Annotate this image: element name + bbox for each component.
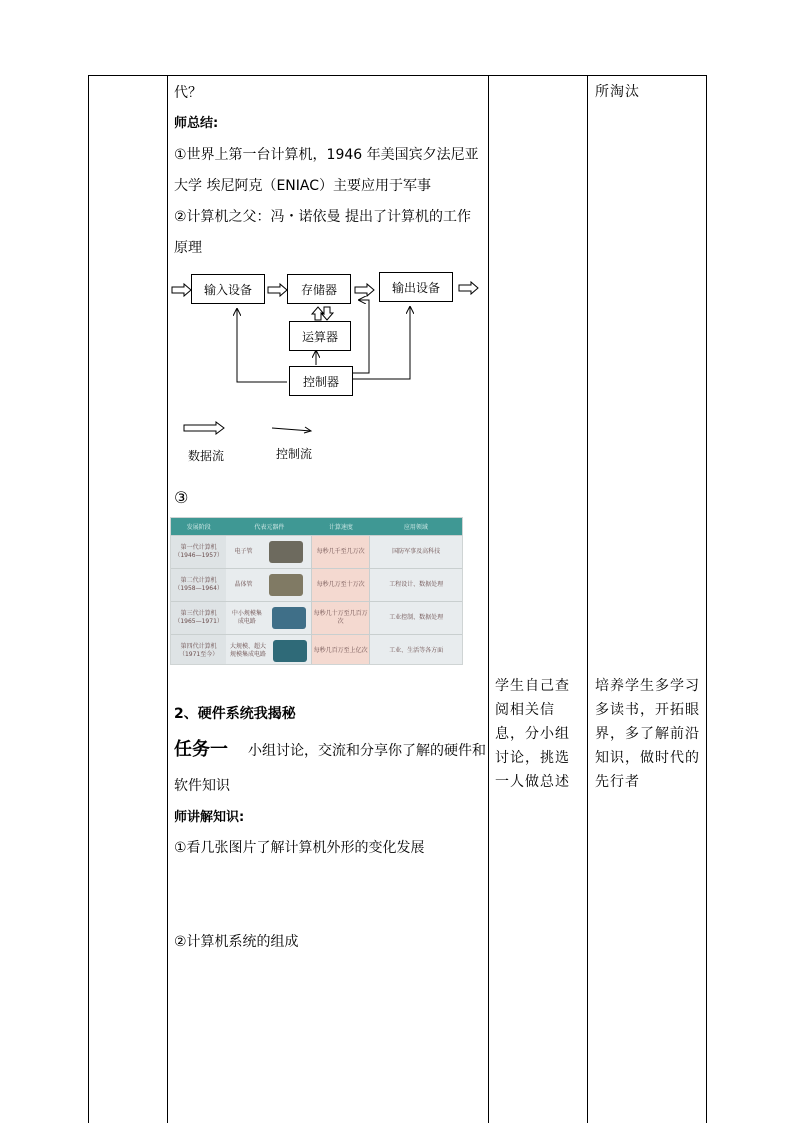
stage-name: 第二代计算机 (180, 577, 217, 584)
header-cell: 计算速度 (328, 524, 353, 531)
table-top-border (88, 75, 707, 76)
generation-row (171, 601, 462, 634)
stage-years: （1958—1964） (174, 585, 223, 592)
data-flow-arrow (355, 284, 374, 296)
generations-table-header (171, 518, 462, 535)
control-flow-line (237, 309, 287, 382)
task-1-label: 任务一 (174, 739, 228, 760)
student-activity-text: 学生自己查阅相关信息，分小组讨论，挑选一人做总述 (495, 678, 570, 790)
field-cell: 国防军事及高科技 (392, 548, 441, 555)
point-2-line-a: ②计算机之父：冯・诺依曼 提出了计算机的工作 (174, 209, 471, 225)
legend-data-flow-label: 数据流 (188, 449, 225, 463)
stage-cell (171, 569, 226, 601)
data-flow-arrow (268, 284, 287, 296)
stage-name: 第一代计算机 (180, 544, 217, 551)
point-1-line-b: 大学 埃尼阿克（ENIAC）主要应用于军事 (174, 178, 432, 194)
speed-cell: 每秒几百万至上亿次 (311, 635, 370, 665)
field-cell: 工程设计、数据处理 (389, 581, 444, 588)
field-cell: 工业、生活等各方面 (389, 647, 444, 654)
item-1: ①看几张图片了解计算机外形的变化发展 (174, 840, 425, 856)
data-flow-arrow (321, 307, 333, 320)
generation-row (171, 568, 462, 601)
speed-cell: 每秒几万至十万次 (311, 569, 370, 601)
stage-years: （1965—1971） (174, 618, 223, 625)
stage-name: 第四代计算机 (180, 643, 217, 650)
component-cell (226, 536, 311, 568)
stage-years: （1971至今） (178, 651, 219, 658)
task-1-text-b: 软件知识 (174, 778, 230, 794)
text-line: 代？ (174, 85, 202, 101)
design-intent-text: 培养学生多学习多读书，开拓眼界，多了解前沿知识，做时代的先行者 (595, 678, 700, 790)
input-device-box: 输入设备 (191, 274, 265, 304)
table-right-border (706, 75, 707, 1123)
integrated-circuit-photo (272, 607, 306, 629)
teacher-explain-label: 师讲解知识: (174, 810, 245, 825)
table-column-divider (167, 75, 168, 1123)
controller-box: 控制器 (289, 366, 353, 396)
header-cell: 应用领域 (403, 524, 428, 531)
point-2-line-b: 原理 (174, 240, 202, 256)
speed-cell: 每秒几十万至几百万次 (311, 602, 370, 634)
component-name: 晶体管 (234, 581, 253, 588)
table-left-border (88, 75, 89, 1123)
stage-years: （1946—1957） (174, 552, 223, 559)
stage-cell (171, 635, 226, 665)
speed-cell: 每秒几千至几万次 (311, 536, 370, 568)
section-2-title: 2、硬件系统我揭秘 (174, 706, 296, 722)
generation-row (171, 634, 462, 665)
stage-cell (171, 536, 226, 568)
control-flow-line (353, 307, 410, 379)
task-1-text-a: 小组讨论，交流和分享你了解的硬件和 (248, 743, 486, 759)
memory-box: 存储器 (287, 274, 351, 304)
table-column-divider (587, 75, 588, 1123)
legend-control-flow-label: 控制流 (276, 447, 313, 461)
data-flow-arrow (172, 284, 191, 296)
component-name: 电子管 (234, 548, 253, 555)
design-intent-top-text: 所淘汰 (595, 84, 640, 100)
point-1-line-a: ①世界上第一台计算机，1946 年美国宾夕法尼亚 (174, 147, 479, 163)
generation-row (171, 535, 462, 568)
stage-cell (171, 602, 226, 634)
vlsi-chip-photo (273, 640, 307, 662)
component-cell (226, 635, 311, 665)
point-3-marker: ③ (174, 488, 189, 507)
transistor-photo (269, 574, 303, 596)
component-name: 大规模、超大规模集成电路 (229, 643, 266, 658)
control-flow-line (353, 300, 369, 373)
alu-box: 运算器 (289, 321, 351, 351)
computer-generations-table-image (170, 517, 463, 665)
component-name: 中小规模集成电路 (231, 610, 262, 625)
component-cell (226, 569, 311, 601)
data-flow-arrow (459, 282, 478, 294)
component-cell (226, 602, 311, 634)
field-cell: 工业控制、数据处理 (389, 614, 444, 621)
vacuum-tube-photo (269, 541, 303, 563)
item-2: ②计算机系统的组成 (174, 934, 299, 950)
control-flow-legend-icon (272, 428, 311, 431)
header-cell: 发展阶段 (186, 524, 211, 531)
data-flow-legend-icon (184, 422, 224, 434)
summary-label: 师总结: (174, 116, 219, 131)
table-column-divider (488, 75, 489, 1123)
output-device-box: 输出设备 (379, 272, 453, 302)
header-cell: 代表元器件 (254, 524, 285, 531)
diagram-legend-arrows (180, 418, 320, 438)
stage-name: 第三代计算机 (180, 610, 217, 617)
